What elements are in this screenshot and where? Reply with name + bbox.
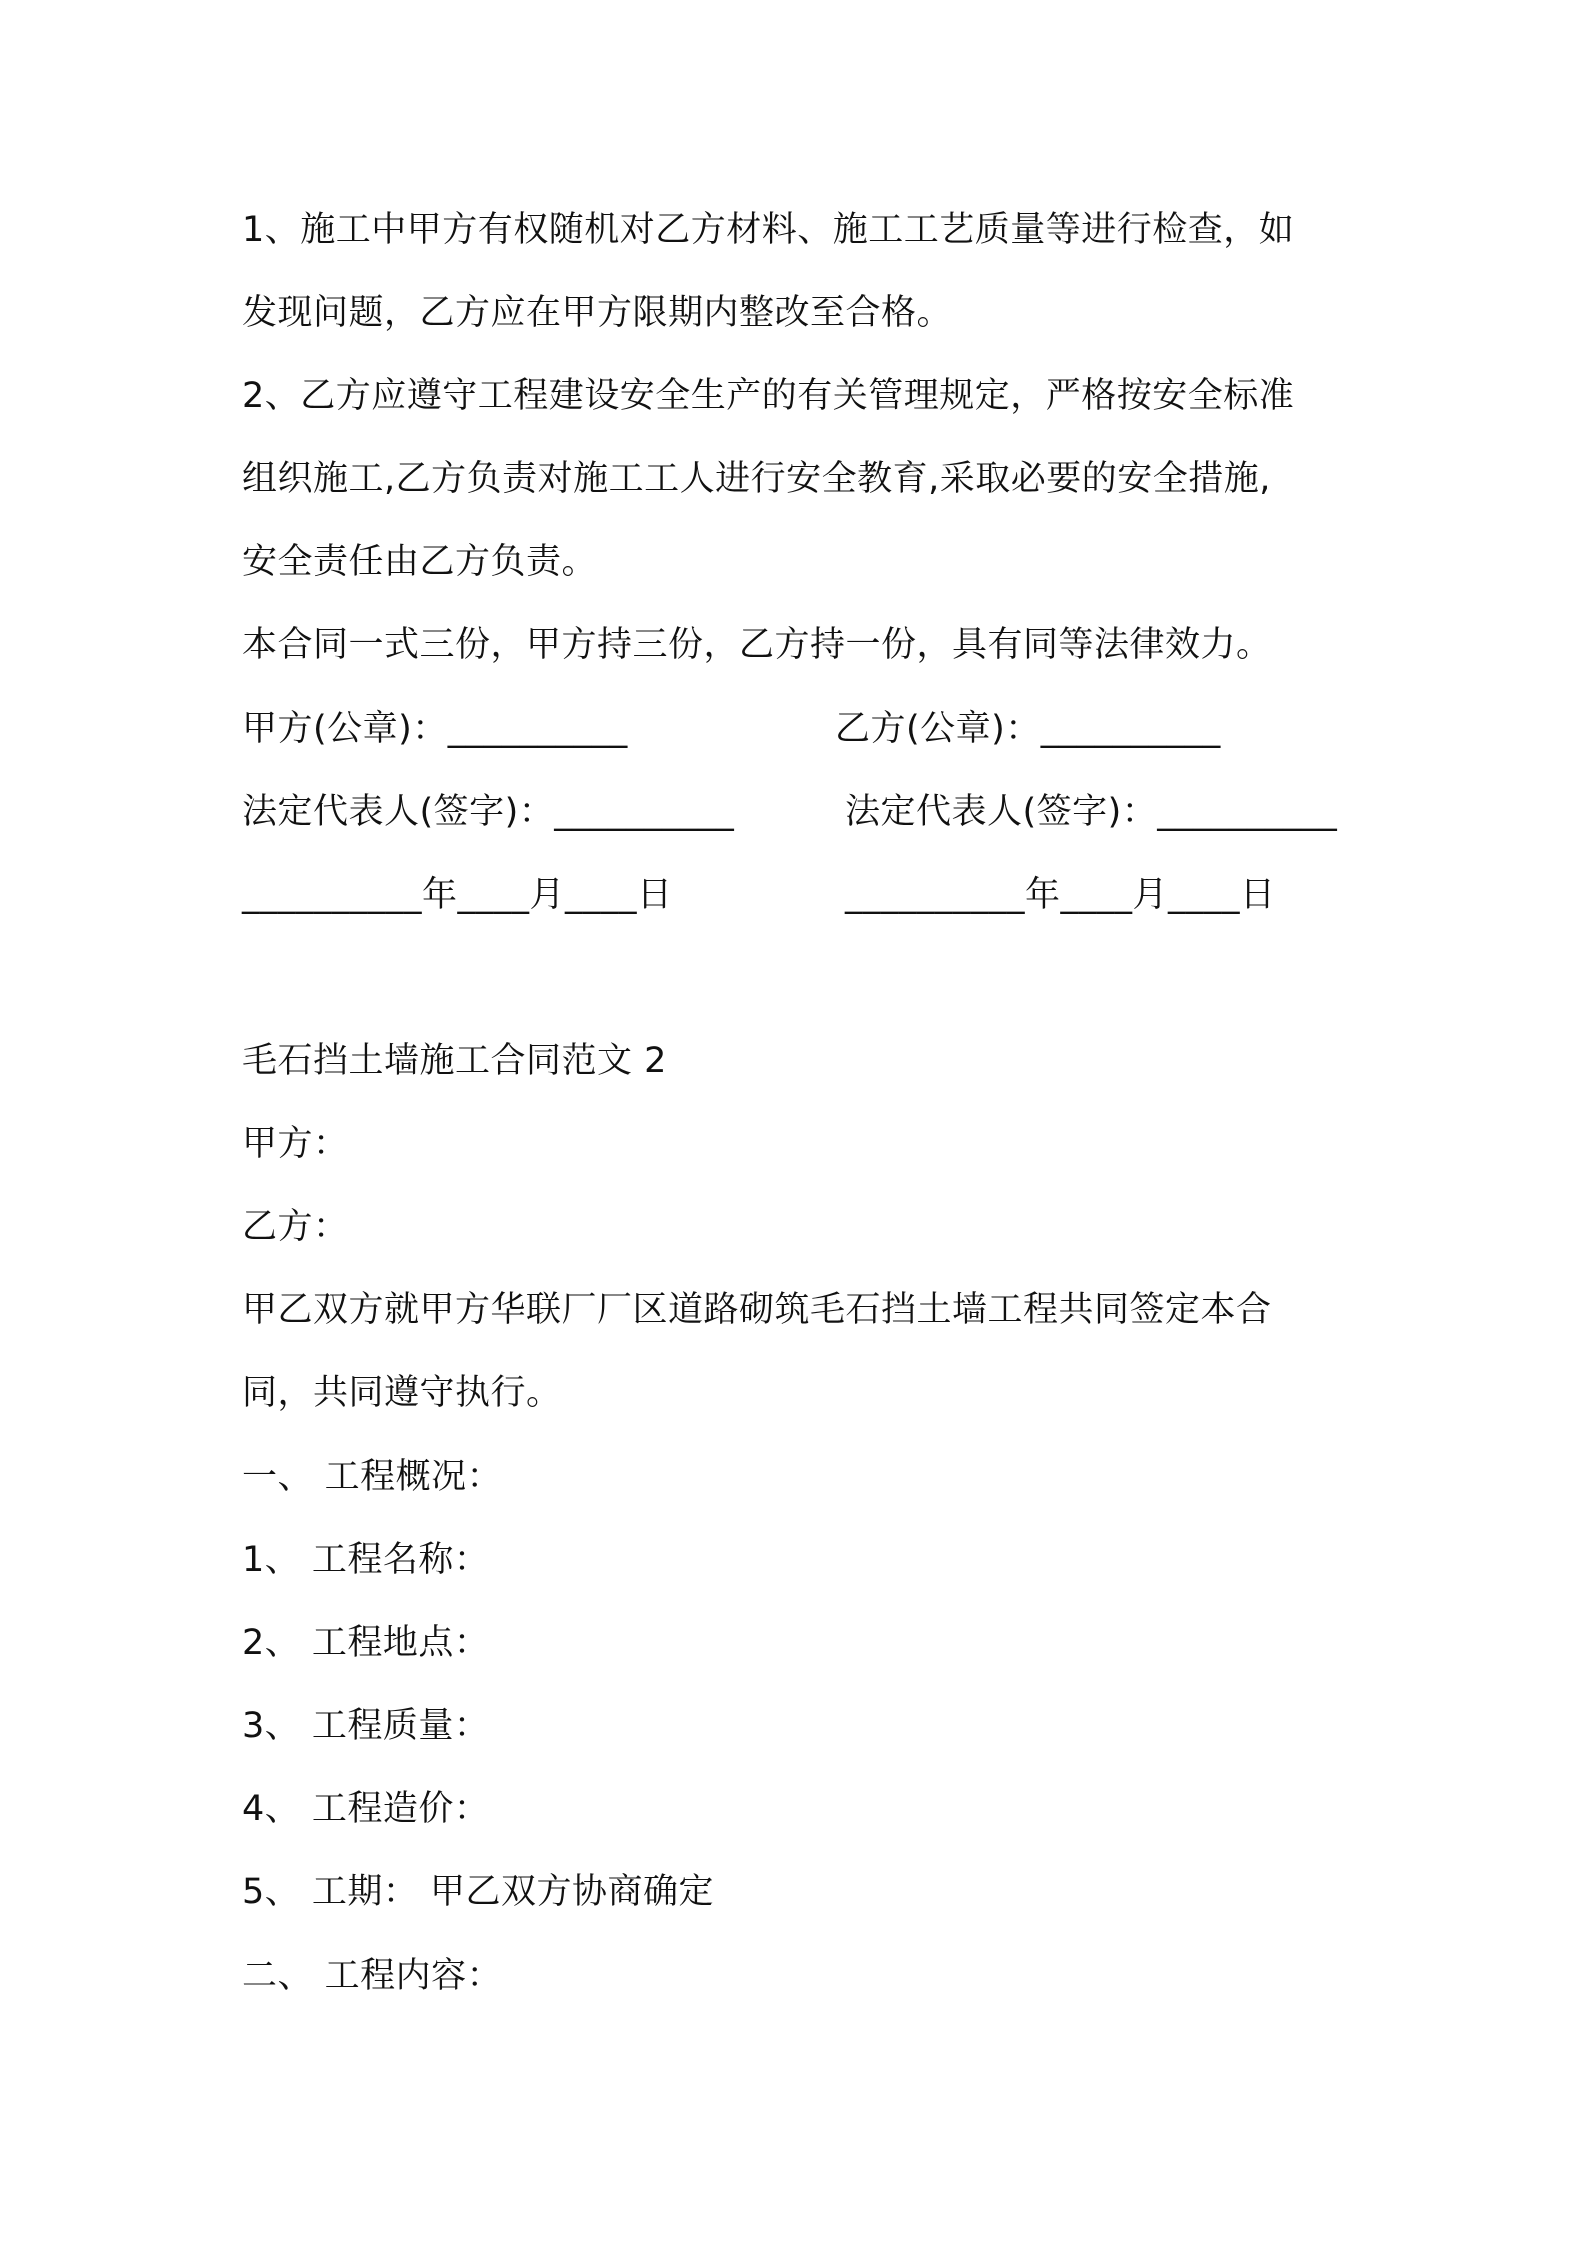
heading-project-overview: 一、 工程概况：	[242, 1457, 503, 1497]
party-b-date: __________年____月____日	[845, 875, 1276, 915]
paragraph-2-line-3: 安全责任由乙方负责。	[242, 542, 598, 582]
section-2-title: 毛石挡土墙施工合同范文 2	[242, 1041, 667, 1081]
section-2-party-b: 乙方：	[242, 1207, 349, 1247]
paragraph-2-line-1: 2、乙方应遵守工程建设安全生产的有关管理规定，严格按安全标准	[242, 376, 1295, 416]
paragraph-3: 本合同一式三份，甲方持三份，乙方持一份，具有同等法律效力。	[242, 625, 1272, 665]
section-2-intro-line-1: 甲乙双方就甲方华联厂厂区道路砌筑毛石挡土墙工程共同签定本合	[242, 1290, 1272, 1330]
party-a-representative: 法定代表人(签字)：__________	[242, 792, 735, 832]
item-project-location: 2、 工程地点：	[242, 1623, 490, 1663]
party-a-date: __________年____月____日	[242, 875, 673, 915]
item-project-quality: 3、 工程质量：	[242, 1706, 490, 1746]
paragraph-2-line-2: 组织施工,乙方负责对施工工人进行安全教育,采取必要的安全措施,	[242, 459, 1271, 499]
section-2-intro-line-2: 同，共同遵守执行。	[242, 1373, 562, 1413]
party-b-seal: 乙方(公章)：__________	[835, 709, 1221, 749]
section-2-party-a: 甲方：	[242, 1124, 349, 1164]
item-project-duration: 5、 工期： 甲乙双方协商确定	[242, 1872, 715, 1912]
item-project-name: 1、 工程名称：	[242, 1540, 490, 1580]
party-b-representative: 法定代表人(签字)：__________	[845, 792, 1338, 832]
item-project-cost: 4、 工程造价：	[242, 1789, 490, 1829]
paragraph-1-line-2: 发现问题，乙方应在甲方限期内整改至合格。	[242, 293, 953, 333]
party-a-seal: 甲方(公章)：__________	[242, 709, 628, 749]
paragraph-1-line-1: 1、施工中甲方有权随机对乙方材料、施工工艺质量等进行检查，如	[242, 210, 1295, 250]
heading-project-content: 二、 工程内容：	[242, 1956, 503, 1996]
